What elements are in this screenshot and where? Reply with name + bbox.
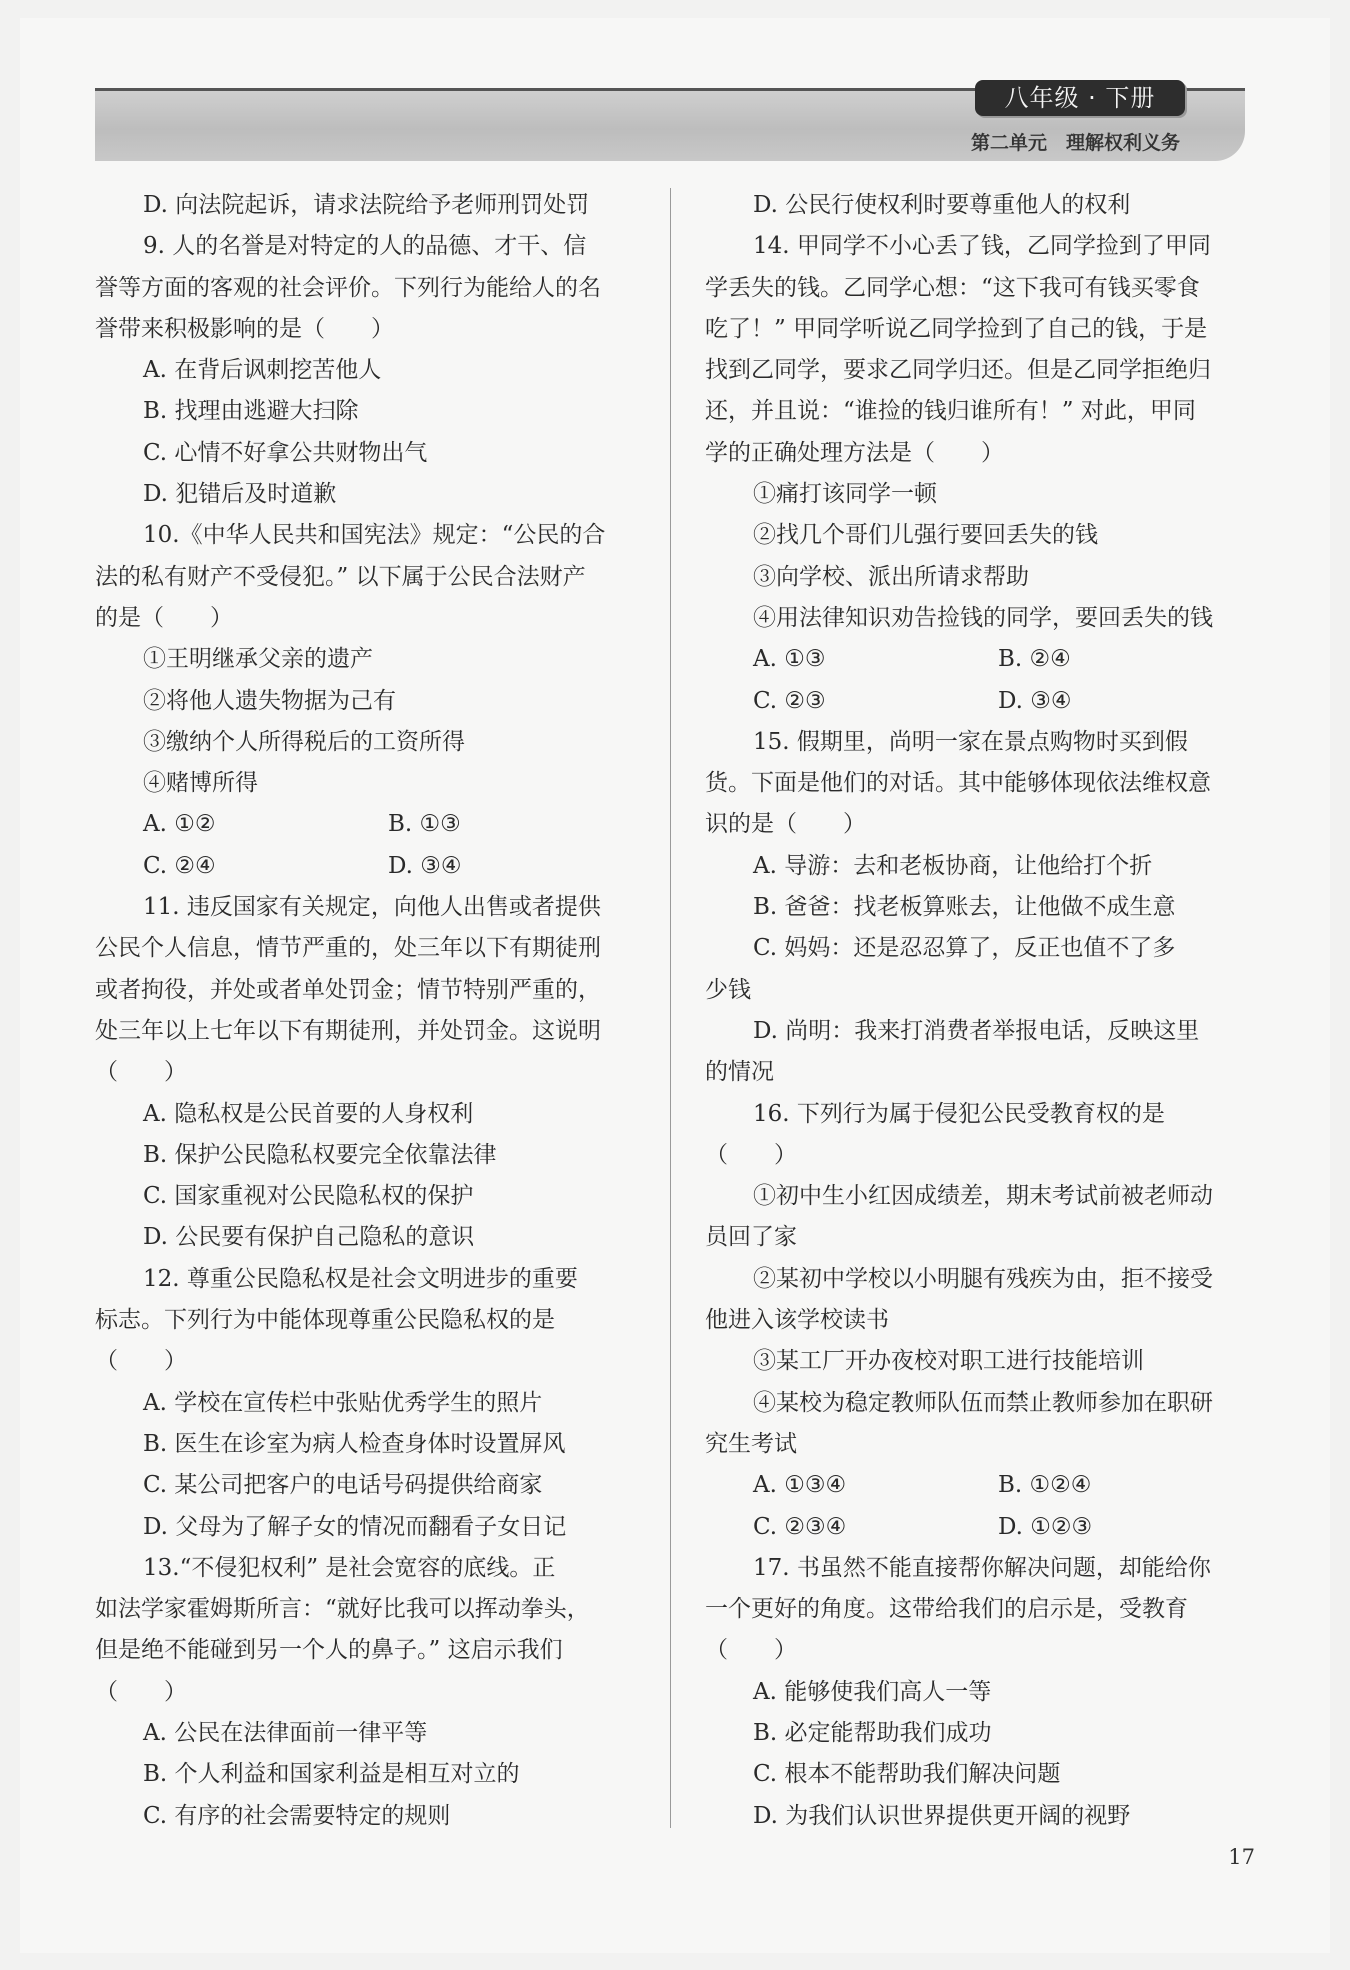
question-14-options-row xyxy=(705,681,1243,722)
question-10-stem: 法的私有财产不受侵犯。” 以下属于公民合法财产 xyxy=(95,563,586,590)
question-10-item: ①王明继承父亲的遗产 xyxy=(143,646,373,673)
question-17-option: A. 能够使我们高人一等 xyxy=(753,1678,992,1705)
question-16-option: B. ①②④ xyxy=(998,1472,1092,1499)
question-13-stem: 13.“不侵犯权利” 是社会宽容的底线。正 xyxy=(143,1554,556,1581)
question-14-stem: 学的正确处理方法是（ ） xyxy=(705,439,1004,466)
question-10-option: A. ①② xyxy=(143,811,216,838)
question-10-option: C. ②④ xyxy=(143,852,216,879)
grade-badge: 八年级 · 下册 xyxy=(975,80,1185,116)
question-15-option-continued: 的情况 xyxy=(705,1059,774,1086)
question-17-option: B. 必定能帮助我们成功 xyxy=(753,1719,992,1746)
question-11-stem: 公民个人信息，情节严重的，处三年以下有期徒刑 xyxy=(95,935,601,962)
question-9-stem: 誉带来积极影响的是（ ） xyxy=(95,315,394,342)
question-16-item: ④某校为稳定教师队伍而禁止教师参加在职研 xyxy=(753,1389,1213,1416)
page-number: 17 xyxy=(1228,1845,1255,1869)
question-15-stem: 15. 假期里，尚明一家在景点购物时买到假 xyxy=(753,728,1188,755)
question-16-option: C. ②③④ xyxy=(753,1513,847,1540)
question-16-stem: 16. 下列行为属于侵犯公民受教育权的是 xyxy=(753,1100,1165,1127)
question-16-option: A. ①③④ xyxy=(753,1472,847,1499)
question-13-stem: （ ） xyxy=(95,1678,187,1705)
question-14-options-row xyxy=(705,639,1243,680)
question-14-item: ④用法律知识劝告捡钱的同学，要回丢失的钱 xyxy=(753,604,1213,631)
question-11-option: B. 保护公民隐私权要完全依靠法律 xyxy=(143,1141,497,1168)
question-14-stem: 还，并且说：“谁捡的钱归谁所有！” 对此，甲同 xyxy=(705,398,1196,425)
question-12-option: A. 学校在宣传栏中张贴优秀学生的照片 xyxy=(143,1389,543,1416)
right-column xyxy=(705,185,1243,1837)
question-16-item-continued: 究生考试 xyxy=(705,1430,797,1457)
question-16-item: ①初中生小红因成绩差，期末考试前被老师动 xyxy=(753,1183,1213,1210)
question-14-stem: 学丢失的钱。乙同学心想：“这下我可有钱买零食 xyxy=(705,274,1200,301)
question-16-item: ③某工厂开办夜校对职工进行技能培训 xyxy=(753,1348,1144,1375)
question-9-option: C. 心情不好拿公共财物出气 xyxy=(143,439,428,466)
question-14-option: B. ②④ xyxy=(998,646,1071,673)
question-16-options-row xyxy=(705,1507,1243,1548)
question-9-option: B. 找理由逃避大扫除 xyxy=(143,398,359,425)
question-16-stem: （ ） xyxy=(705,1141,797,1168)
question-14-option: D. ③④ xyxy=(998,687,1072,714)
question-14-item: ②找几个哥们儿强行要回丢失的钱 xyxy=(753,522,1098,549)
question-14-item: ③向学校、派出所请求帮助 xyxy=(753,563,1029,590)
question-11-option: A. 隐私权是公民首要的人身权利 xyxy=(143,1100,474,1127)
question-17-stem: （ ） xyxy=(705,1637,797,1664)
unit-title: 第二单元 理解权利义务 xyxy=(970,132,1180,154)
question-11-stem: （ ） xyxy=(95,1059,187,1086)
question-14-item: ①痛打该同学一顿 xyxy=(753,481,937,508)
question-15-stem: 货。下面是他们的对话。其中能够体现依法维权意 xyxy=(705,770,1211,797)
question-9-option: D. 犯错后及时道歉 xyxy=(143,481,337,508)
question-14-option: C. ②③ xyxy=(753,687,826,714)
question-14-stem: 吃了！” 甲同学听说乙同学捡到了自己的钱，于是 xyxy=(705,315,1208,342)
question-14-stem: 14. 甲同学不小心丢了钱，乙同学捡到了甲同 xyxy=(753,233,1211,260)
question-11-stem: 处三年以上七年以下有期徒刑，并处罚金。这说明 xyxy=(95,1017,601,1044)
question-13-option: B. 个人利益和国家利益是相互对立的 xyxy=(143,1761,520,1788)
question-9-stem: 誉等方面的客观的社会评价。下列行为能给人的名 xyxy=(95,274,601,301)
question-13-option: A. 公民在法律面前一律平等 xyxy=(143,1719,428,1746)
question-16-item-continued: 他进入该学校读书 xyxy=(705,1307,889,1334)
question-16-item-continued: 员回了家 xyxy=(705,1224,797,1251)
question-13-stem: 如法学家霍姆斯所言：“就好比我可以挥动拳头， xyxy=(95,1596,590,1623)
question-14-stem: 找到乙同学，要求乙同学归还。但是乙同学拒绝归 xyxy=(705,357,1211,384)
question-16-option: D. ①②③ xyxy=(998,1513,1093,1540)
question-10-option: B. ①③ xyxy=(388,811,461,838)
question-17-option: D. 为我们认识世界提供更开阔的视野 xyxy=(753,1802,1131,1829)
question-10-options-row xyxy=(95,846,633,887)
question-13-option-d: D. 公民行使权利时要尊重他人的权利 xyxy=(753,192,1131,218)
question-12-stem: （ ） xyxy=(95,1348,187,1375)
left-column xyxy=(95,185,633,1837)
question-16-item: ②某初中学校以小明腿有残疾为由，拒不接受 xyxy=(753,1265,1213,1292)
question-10-option: D. ③④ xyxy=(388,852,462,879)
question-12-option: C. 某公司把客户的电话号码提供给商家 xyxy=(143,1472,543,1499)
question-10-item: ③缴纳个人所得税后的工资所得 xyxy=(143,728,465,755)
question-15-option: D. 尚明：我来打消费者举报电话，反映这里 xyxy=(753,1017,1200,1044)
question-11-option: D. 公民要有保护自己隐私的意识 xyxy=(143,1224,475,1251)
question-14-option: A. ①③ xyxy=(753,646,826,673)
question-12-stem: 标志。下列行为中能体现尊重公民隐私权的是 xyxy=(95,1307,555,1334)
question-9-stem: 9. 人的名誉是对特定的人的品德、才干、信 xyxy=(143,233,587,260)
question-10-item: ②将他人遗失物据为己有 xyxy=(143,687,396,714)
question-10-options-row xyxy=(95,804,633,845)
question-17-stem: 17. 书虽然不能直接帮你解决问题，却能给你 xyxy=(753,1554,1211,1581)
question-13-stem: 但是绝不能碰到另一个人的鼻子。” 这启示我们 xyxy=(95,1637,563,1664)
question-15-option-continued: 少钱 xyxy=(705,976,751,1003)
column-divider xyxy=(670,188,671,1828)
question-16-options-row xyxy=(705,1465,1243,1506)
question-12-option: D. 父母为了解子女的情况而翻看子女日记 xyxy=(143,1513,567,1540)
question-12-option: B. 医生在诊室为病人检查身体时设置屏风 xyxy=(143,1430,566,1457)
question-10-stem: 的是（ ） xyxy=(95,604,233,631)
question-13-option: C. 有序的社会需要特定的规则 xyxy=(143,1802,451,1829)
question-10-stem: 10.《中华人民共和国宪法》规定：“公民的合 xyxy=(143,522,606,549)
question-8-option-d: D. 向法院起诉，请求法院给予老师刑罚处罚 xyxy=(143,192,590,218)
question-11-stem: 11. 违反国家有关规定，向他人出售或者提供 xyxy=(143,894,601,921)
question-11-option: C. 国家重视对公民隐私权的保护 xyxy=(143,1183,474,1210)
question-9-option: A. 在背后讽刺挖苦他人 xyxy=(143,357,382,384)
question-17-option: C. 根本不能帮助我们解决问题 xyxy=(753,1761,1061,1788)
question-15-stem: 识的是（ ） xyxy=(705,811,866,838)
question-15-option: B. 爸爸：找老板算账去，让他做不成生意 xyxy=(753,894,1176,921)
question-10-item: ④赌博所得 xyxy=(143,770,258,797)
question-15-option: A. 导游：去和老板协商，让他给打个折 xyxy=(753,852,1153,879)
question-17-stem: 一个更好的角度。这带给我们的启示是，受教育 xyxy=(705,1596,1188,1623)
question-11-stem: 或者拘役，并处或者单处罚金；情节特别严重的， xyxy=(95,976,601,1003)
question-15-option: C. 妈妈：还是忍忍算了，反正也值不了多 xyxy=(753,935,1176,962)
question-12-stem: 12. 尊重公民隐私权是社会文明进步的重要 xyxy=(143,1265,578,1292)
